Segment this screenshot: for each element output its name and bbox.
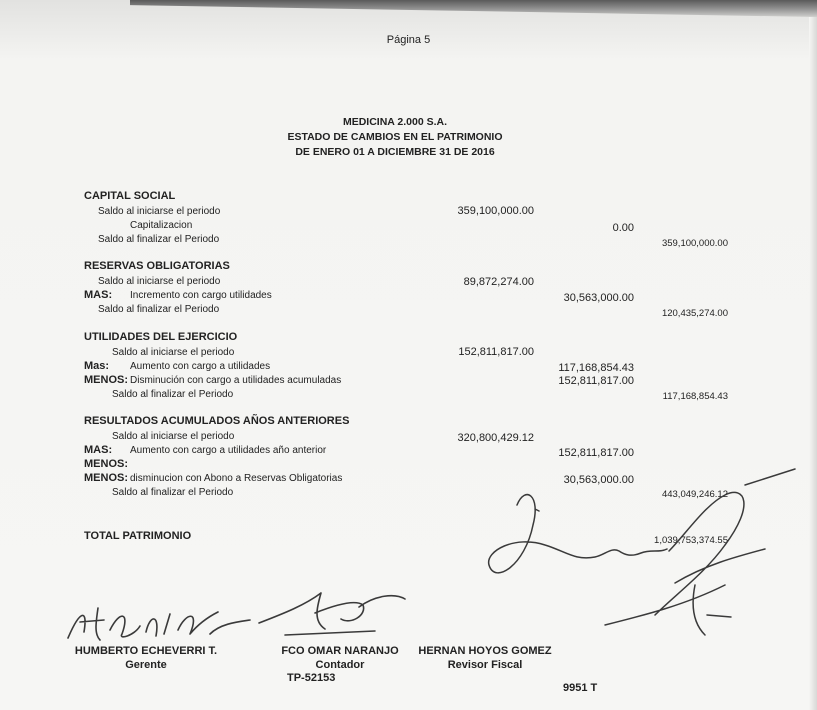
reservas-mas-value: 30,563,000.00 — [563, 292, 634, 304]
resultados-mas-prefix: MAS: — [84, 444, 113, 456]
contador-name: FCO OMAR NARANJO — [281, 645, 399, 657]
resultados-opening-label: Saldo al iniciarse el periodo — [112, 431, 235, 442]
utilidades-closing-label: Saldo al finalizar el Periodo — [112, 389, 234, 400]
utilidades-menos-value: 152,811,817.00 — [558, 375, 634, 387]
page-number: Página 5 — [386, 34, 431, 46]
scan-top-shadow — [130, 0, 817, 17]
scan-right-edge — [809, 17, 817, 710]
capital-capitalizacion-value: 0.00 — [612, 222, 634, 234]
section-resultados-title: RESULTADOS ACUMULADOS AÑOS ANTERIORES — [84, 415, 350, 427]
reservas-mas-prefix: MAS: — [84, 289, 113, 301]
contador-signature — [255, 585, 415, 645]
resultados-closing-label: Saldo al finalizar el Periodo — [112, 487, 234, 498]
statement-period: DE ENERO 01 A DICIEMBRE 31 DE 2016 — [295, 146, 495, 158]
section-utilidades-title: UTILIDADES DEL EJERCICIO — [84, 331, 238, 343]
revisor-name: HERNAN HOYOS GOMEZ — [418, 645, 552, 657]
total-patrimonio-value: 1,039,753,374.55 — [654, 535, 728, 546]
resultados-menos2-label: disminucion con Abono a Reservas Obligatorias — [130, 473, 343, 484]
reservas-closing-value: 120,435,274.00 — [661, 308, 728, 319]
revisor-signature — [455, 465, 805, 645]
resultados-mas-label: Aumento con cargo a utilidades año anterior — [130, 445, 327, 456]
contador-role: Contador — [315, 659, 365, 671]
revisor-role: Revisor Fiscal — [447, 659, 523, 671]
section-capital-social-title: CAPITAL SOCIAL — [84, 190, 176, 202]
capital-opening-value: 359,100,000.00 — [457, 205, 534, 217]
gerente-signature — [60, 600, 260, 650]
resultados-menos2-prefix: MENOS: — [84, 472, 128, 484]
gerente-name: HUMBERTO ECHEVERRI T. — [74, 645, 218, 657]
reservas-opening-label: Saldo al iniciarse el periodo — [98, 276, 221, 287]
resultados-closing-value: 443,049,246.12 — [661, 489, 728, 500]
resultados-opening-value: 320,800,429.12 — [457, 432, 534, 444]
total-patrimonio-label: TOTAL PATRIMONIO — [84, 530, 192, 542]
utilidades-mas-value: 117,168,854.43 — [558, 362, 634, 374]
resultados-menos1-prefix: MENOS: — [84, 458, 128, 470]
reservas-mas-label: Incremento con cargo utilidades — [130, 290, 272, 301]
statement-title: ESTADO DE CAMBIOS EN EL PATRIMONIO — [287, 131, 503, 143]
revisor-tp: 9951 T — [563, 682, 598, 694]
capital-capitalizacion-label: Capitalizacion — [130, 220, 193, 231]
capital-closing-label: Saldo al finalizar el Periodo — [98, 234, 220, 245]
reservas-closing-label: Saldo al finalizar el Periodo — [98, 304, 220, 315]
utilidades-opening-label: Saldo al iniciarse el periodo — [112, 347, 235, 358]
utilidades-menos-prefix: MENOS: — [84, 374, 128, 386]
utilidades-mas-label: Aumento con cargo a utilidades — [130, 361, 271, 372]
company-name: MEDICINA 2.000 S.A. — [342, 116, 448, 128]
capital-closing-value: 359,100,000.00 — [661, 238, 728, 249]
gerente-role: Gerente — [125, 659, 167, 671]
resultados-mas-value: 152,811,817.00 — [558, 447, 634, 459]
reservas-opening-value: 89,872,274.00 — [463, 276, 534, 288]
resultados-menos2-value: 30,563,000.00 — [563, 474, 634, 486]
section-reservas-title: RESERVAS OBLIGATORIAS — [84, 260, 230, 272]
utilidades-closing-value: 117,168,854.43 — [662, 391, 728, 402]
utilidades-mas-prefix: Mas: — [84, 360, 110, 372]
utilidades-menos-label: Disminución con cargo a utilidades acumuladas — [130, 375, 342, 386]
contador-tp: TP-52153 — [287, 672, 336, 684]
capital-opening-label: Saldo al iniciarse el periodo — [98, 206, 221, 217]
utilidades-opening-value: 152,811,817.00 — [458, 346, 534, 358]
